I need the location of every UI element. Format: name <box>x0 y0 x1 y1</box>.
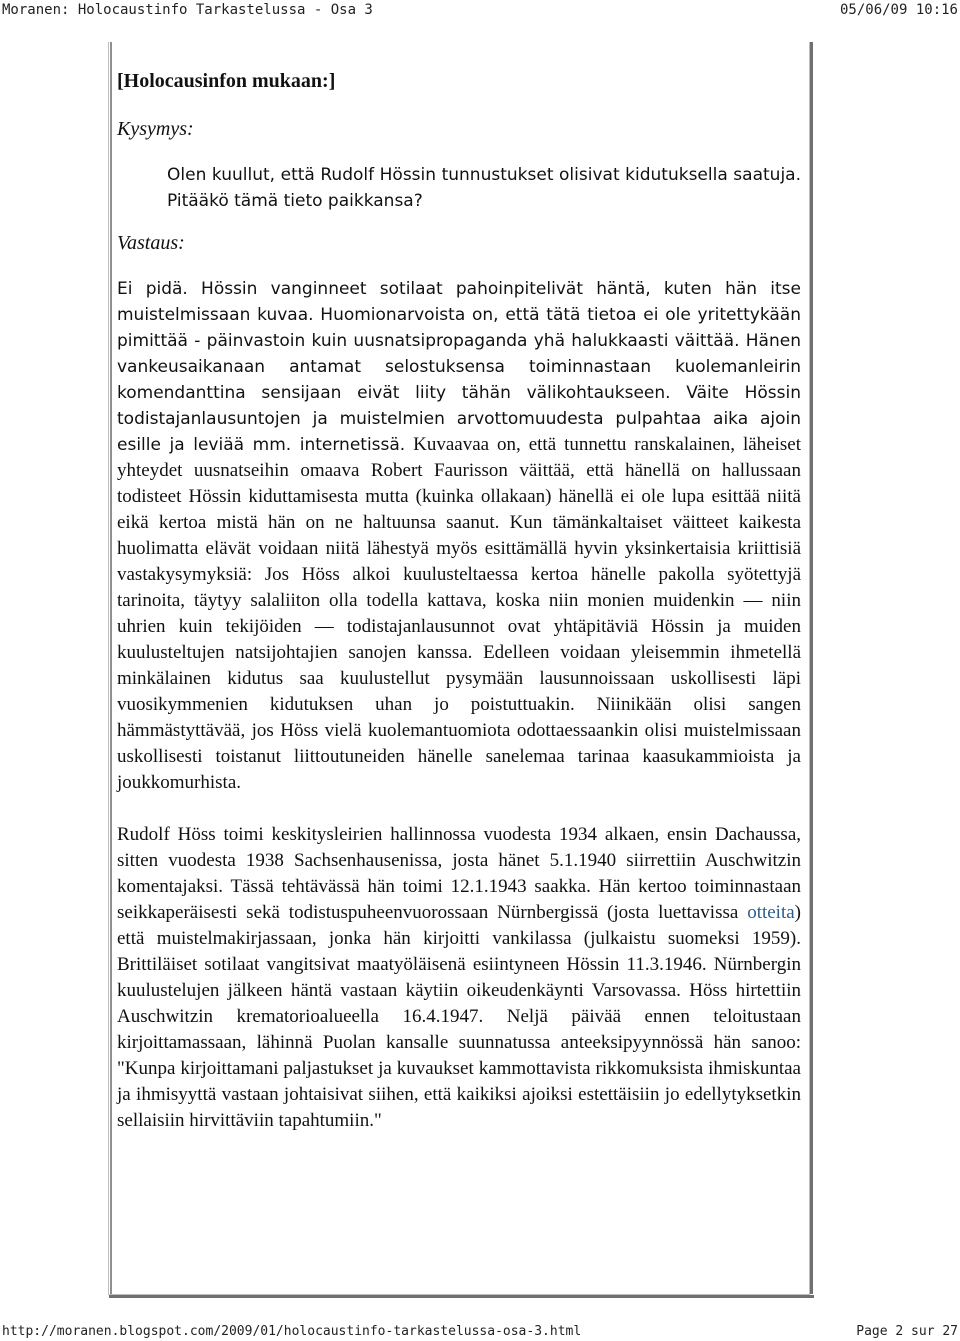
question-label: Kysymys: <box>117 118 194 140</box>
page-url: http://moranen.blogspot.com/2009/01/holocaustinfo-tarkastelussa-osa-3.html <box>2 1324 582 1339</box>
answer-serif-text: Kuvaavaa on, että tunnettu ranskalainen, läheiset yhteydet uusnatseihin omaava Robert Faurisson väittää, että hänellä on hallussaan todisteet Hössin kiduttamisesta mutta (kuinka ollakaan) hänellä ei ole lupa esittää niitä eikä kertoa mistä hän on ne haltuunsa saanut. Kun tämänkaltaiset väitteet kaikesta huolimatta elävät voidaan niitä lähestyä myös esittämällä hyvin yksinkertaisia kriittisiä vastakysymyksiä: Jos Höss alkoi kuulusteltaessa kertoa hänelle pakolla syötettyjä tarinoita, täytyy salaliiton olla todella kattava, koska niin monien muidenkin — niin uhrien kuin tekijöiden — todistajanlausunnot ovat yhtäpitäviä Hössin ja muiden kuulusteltujen natsijohtajien sanojen kanssa. Edelleen voidaan yleisemmin ihmetellä minkälainen kidutus saa kuulustellut pysymään lausunnoissaan uskollisesti läpi vuosikymmenien kidutuksen uhan jo poistuttuakin. Niinikään olisi sangen hämmästyttävää, jos Höss vielä kuolemantuomiota odottaessaankin olisi muistelmissaan uskollisesti toistanut liittoutuneiden hänelle sanelemaa tarinaa kaasukammioista ja joukkomurhista. <box>117 434 801 793</box>
article-body <box>117 60 801 1160</box>
frame-left-rail <box>110 42 112 1294</box>
print-header <box>0 0 960 22</box>
otteita-link[interactable]: otteita <box>747 902 795 923</box>
answer-paragraph <box>117 276 801 796</box>
page-number: Page 2 sur 27 <box>856 1324 958 1339</box>
article-heading: [Holocausinfon mukaan:] <box>117 70 336 92</box>
print-datetime: 05/06/09 10:16 <box>839 2 958 18</box>
biography-paragraph <box>117 822 801 1134</box>
document-title: Moranen: Holocaustinfo Tarkastelussa - Osa 3 <box>2 2 373 18</box>
biography-text-start: Rudolf Höss toimi keskitysleirien hallinnossa vuodesta 1934 alkaen, ensin Dachaussa, sitten vuodesta 1938 Sachsenhausenissa, josta hänet 5.1.1940 siirrettiin Auschwitzin komentajaksi. Tässä tehtävässä hän toimi 12.1.1943 saakka. Hän kertoo toiminnastaan seikkaperäisesti sekä todistuspuheenvuorossaan Nürnbergissä (josta luettavissa <box>117 824 801 923</box>
frame-bottom-shadow <box>109 1295 814 1298</box>
frame-right-shadow <box>810 42 813 1294</box>
question-text: Olen kuullut, että Rudolf Hössin tunnustukset olisivat kidutuksella saatuja. Pitääkö tämä tieto paikkansa? <box>167 165 801 211</box>
answer-continuation: Huomionarvoista on, että tätä tietoa ei ole yritettykään pimittää - päinvastoin kuin uusnatsipropaganda yhä halukkaasti väittää. Hänen vankeusaikanaan antamat selostuksensa toiminnastaan kuolemanleirin komendanttina sensijaan eivät liity tähän välikohtaukseen. Väite Hössin todistajanlausuntojen ja muistelmien arvottomuudesta pulpahtaa aika ajoin esille ja leviää mm. internetissä. <box>117 305 801 455</box>
answer-label: Vastaus: <box>117 232 185 254</box>
biography-text-end: ) että muistelmakirjassaan, jonka hän kirjoitti vankilassa (julkaistu suomeksi 1959). Brittiläiset sotilaat vangitsivat maatyöläisenä esiintyneen Hössin 11.3.1946. Nürnbergin kuulustelujen jälkeen häntä vastaan käytiin oikeudenkäynti Varsovassa. Höss hirtettiin Auschwitzin krematorioalueella 16.4.1947. Neljä päivää ennen teloitustaan kirjoittamassaan, lähinnä Puolan kansalle suunnatussa anteeksipyynnössä hän sanoo: "Kunpa kirjoittamani paljastukset ja kuvaukset kammottavista rikkomuksista ihmiskuntaa ja ihmisyyttä vastaan johtaisivat siihen, että kaikiksi ajoiksi estettäisiin jo edellytyksetkin sellaisiin hirvittäviin tapahtumiin." <box>117 902 801 1131</box>
answer-intro: Ei pidä. Hössin vanginneet sotilaat pahoinpitelivät häntä, kuten hän itse muistelmissaan kuvaa. <box>117 279 801 325</box>
print-footer <box>0 1322 960 1341</box>
